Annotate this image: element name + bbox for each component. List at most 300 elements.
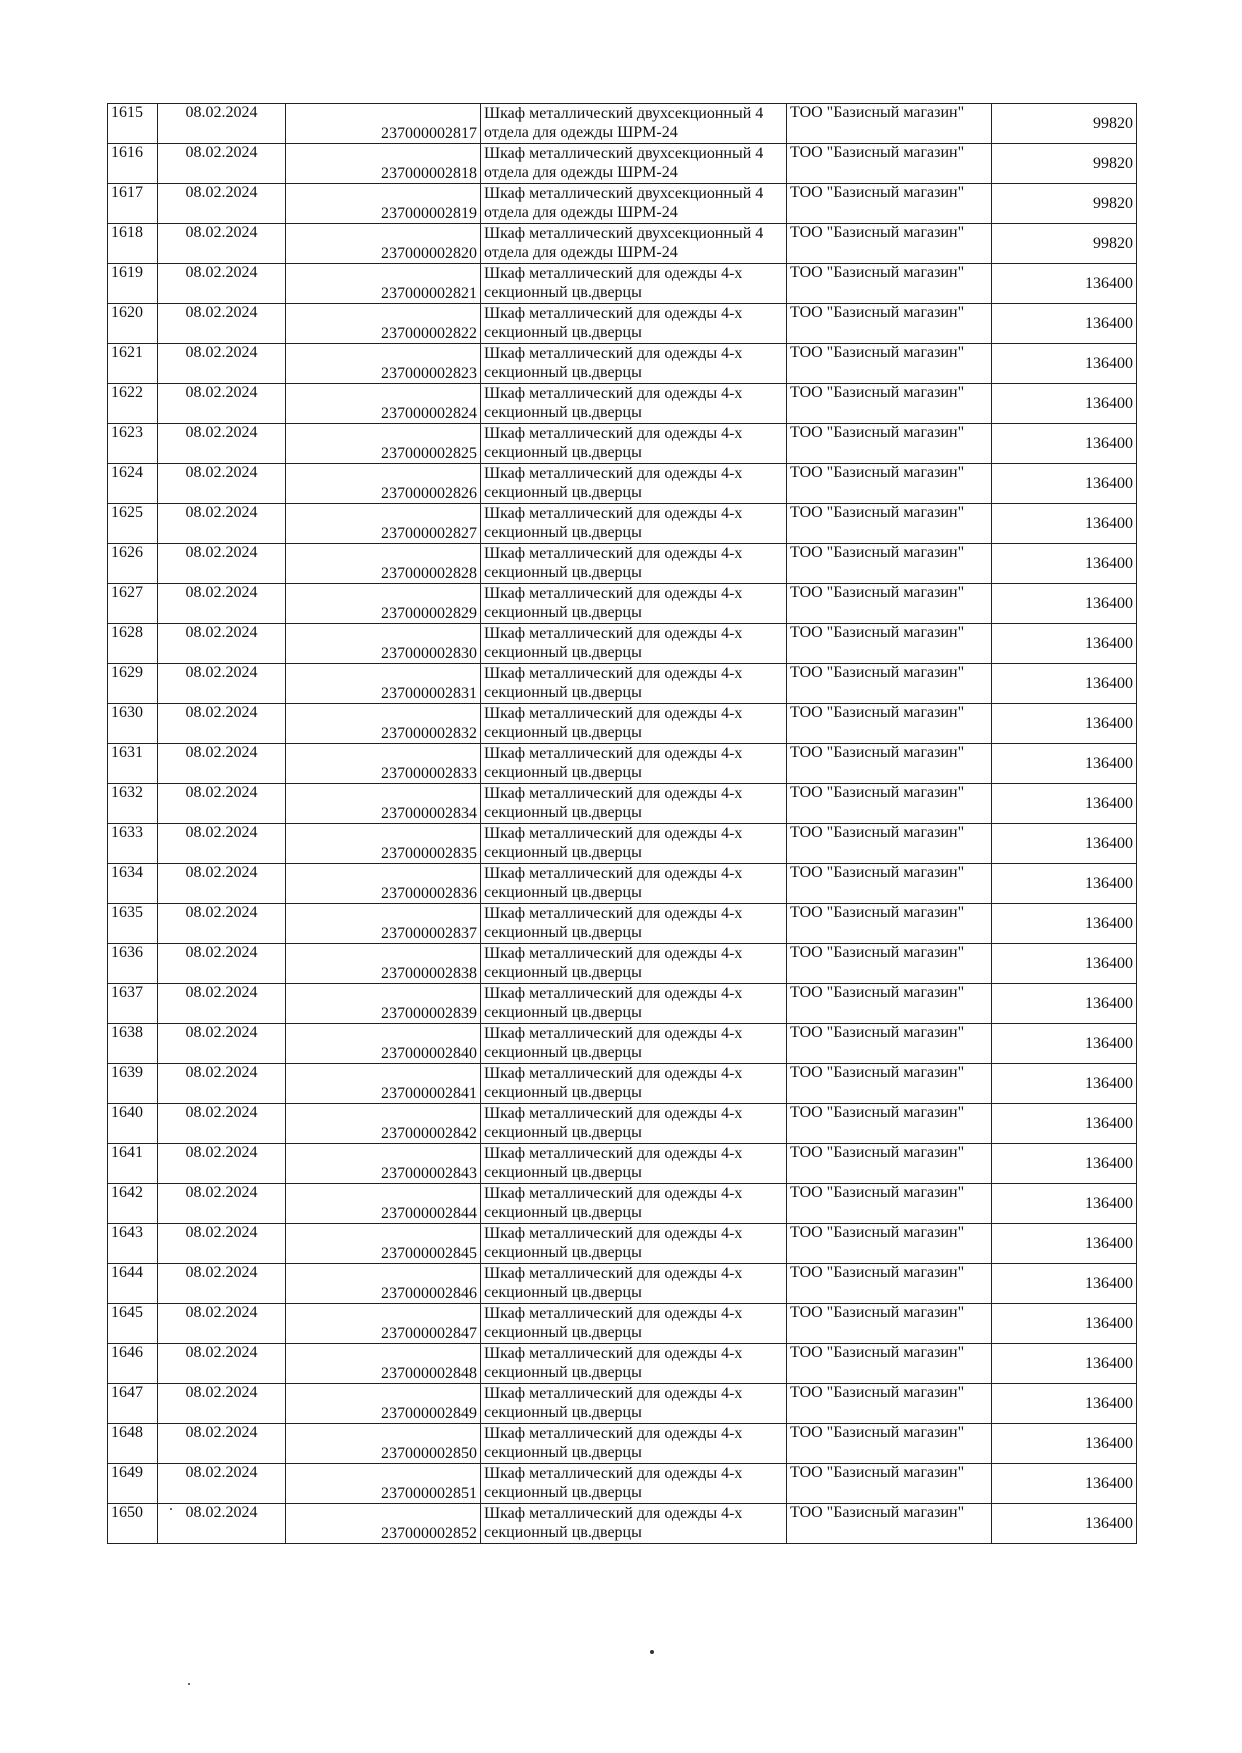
row-number: 1618 [108,224,158,264]
description-line-2: секционный цв.дверцы [484,684,642,701]
item-description [481,704,787,744]
item-description [481,344,787,384]
description-line-2: секционный цв.дверцы [484,484,642,501]
inventory-code: 237000002837 [286,904,481,944]
amount-cell: 136400 [992,1104,1137,1144]
amount-cell: 136400 [992,424,1137,464]
table-row [108,584,1137,624]
supplier-name: ТОО "Базисный магазин" [787,864,992,904]
table-row [108,904,1137,944]
inventory-code: 237000002820 [286,224,481,264]
date-cell: 08.02.2024 [158,784,286,824]
supplier-name: ТОО "Базисный магазин" [787,1264,992,1304]
description-line-1: Шкаф металлический для одежды 4-х [484,585,743,602]
amount-cell: 136400 [992,1064,1137,1104]
amount-cell: 136400 [992,264,1137,304]
description-line-1: Шкаф металлический для одежды 4-х [484,905,743,922]
amount-cell: 99820 [992,144,1137,184]
item-description [481,304,787,344]
supplier-name: ТОО "Базисный магазин" [787,1384,992,1424]
description-line-2: секционный цв.дверцы [484,1324,642,1341]
description-line-2: секционный цв.дверцы [484,1404,642,1421]
description-line-1: Шкаф металлический для одежды 4-х [484,305,743,322]
item-description [481,504,787,544]
item-description [481,1224,787,1264]
row-number: 1633 [108,824,158,864]
inventory-code: 237000002848 [286,1344,481,1384]
date-cell: 08.02.2024 [158,904,286,944]
supplier-name: ТОО "Базисный магазин" [787,424,992,464]
date-cell: 08.02.2024 [158,944,286,984]
inventory-code: 237000002840 [286,1024,481,1064]
table-row [108,1184,1137,1224]
row-number: 1642 [108,1184,158,1224]
table-row [108,1104,1137,1144]
supplier-name: ТОО "Базисный магазин" [787,1464,992,1504]
inventory-code: 237000002819 [286,184,481,224]
date-cell: 08.02.2024 [158,464,286,504]
date-cell: 08.02.2024 [158,1224,286,1264]
item-description [481,424,787,464]
description-line-1: Шкаф металлический для одежды 4-х [484,1345,743,1362]
item-description [481,1344,787,1384]
date-cell: 08.02.2024 [158,864,286,904]
description-line-2: отдела для одежды ШРМ-24 [484,124,678,141]
date-cell: 08.02.2024 [158,504,286,544]
inventory-code: 237000002843 [286,1144,481,1184]
item-description [481,144,787,184]
description-line-2: секционный цв.дверцы [484,1164,642,1181]
description-line-2: секционный цв.дверцы [484,724,642,741]
amount-cell: 136400 [992,304,1137,344]
row-number: 1616 [108,144,158,184]
item-description [481,264,787,304]
row-number: 1634 [108,864,158,904]
amount-cell: 136400 [992,864,1137,904]
row-number: 1636 [108,944,158,984]
row-number: 1617 [108,184,158,224]
inventory-code: 237000002850 [286,1424,481,1464]
supplier-name: ТОО "Базисный магазин" [787,344,992,384]
supplier-name: ТОО "Базисный магазин" [787,104,992,144]
supplier-name: ТОО "Базисный магазин" [787,1424,992,1464]
row-number: 1647 [108,1384,158,1424]
table-row [108,944,1137,984]
table-row [108,464,1137,504]
description-line-2: секционный цв.дверцы [484,1364,642,1381]
inventory-code: 237000002824 [286,384,481,424]
item-description [481,1304,787,1344]
inventory-code: 237000002838 [286,944,481,984]
description-line-2: отдела для одежды ШРМ-24 [484,204,678,221]
amount-cell: 136400 [992,1184,1137,1224]
amount-cell: 136400 [992,624,1137,664]
description-line-1: Шкаф металлический для одежды 4-х [484,945,743,962]
row-number: 1635 [108,904,158,944]
description-line-2: секционный цв.дверцы [484,964,642,981]
table-row [108,224,1137,264]
row-number: 1620 [108,304,158,344]
row-number: 1640 [108,1104,158,1144]
inventory-code: 237000002847 [286,1304,481,1344]
table-row [108,184,1137,224]
date-cell: 08.02.2024 [158,1424,286,1464]
supplier-name: ТОО "Базисный магазин" [787,1064,992,1104]
inventory-code: 237000002822 [286,304,481,344]
table-row [108,1344,1137,1384]
item-description [481,624,787,664]
date-cell: 08.02.2024 [158,304,286,344]
description-line-2: секционный цв.дверцы [484,1204,642,1221]
item-description [481,184,787,224]
amount-cell: 136400 [992,1424,1137,1464]
amount-cell: 136400 [992,944,1137,984]
description-line-2: секционный цв.дверцы [484,1004,642,1021]
item-description [481,1464,787,1504]
row-number: 1626 [108,544,158,584]
row-number: 1641 [108,1144,158,1184]
inventory-code: 237000002832 [286,704,481,744]
row-number: 1624 [108,464,158,504]
description-line-2: секционный цв.дверцы [484,284,642,301]
amount-cell: 136400 [992,784,1137,824]
amount-cell: 99820 [992,104,1137,144]
item-description [481,1384,787,1424]
table-row [108,544,1137,584]
row-number: 1645 [108,1304,158,1344]
description-line-2: секционный цв.дверцы [484,924,642,941]
description-line-2: секционный цв.дверцы [484,884,642,901]
row-number: 1643 [108,1224,158,1264]
date-cell: 08.02.2024 [158,744,286,784]
supplier-name: ТОО "Базисный магазин" [787,984,992,1024]
description-line-2: секционный цв.дверцы [484,524,642,541]
amount-cell: 136400 [992,824,1137,864]
supplier-name: ТОО "Базисный магазин" [787,1144,992,1184]
date-cell: 08.02.2024 [158,1264,286,1304]
supplier-name: ТОО "Базисный магазин" [787,304,992,344]
date-cell: 08.02.2024 [158,664,286,704]
amount-cell: 136400 [992,1144,1137,1184]
inventory-code: 237000002851 [286,1464,481,1504]
description-line-2: секционный цв.дверцы [484,324,642,341]
description-line-1: Шкаф металлический двухсекционный 4 [484,105,764,122]
date-cell: 08.02.2024 [158,144,286,184]
table-row [108,1264,1137,1304]
date-cell: 08.02.2024 [158,544,286,584]
inventory-code: 237000002846 [286,1264,481,1304]
description-line-1: Шкаф металлический для одежды 4-х [484,1105,743,1122]
item-description [481,384,787,424]
description-line-1: Шкаф металлический для одежды 4-х [484,665,743,682]
description-line-1: Шкаф металлический для одежды 4-х [484,1185,743,1202]
supplier-name: ТОО "Базисный магазин" [787,264,992,304]
description-line-1: Шкаф металлический для одежды 4-х [484,865,743,882]
description-line-1: Шкаф металлический двухсекционный 4 [484,145,764,162]
supplier-name: ТОО "Базисный магазин" [787,544,992,584]
inventory-code: 237000002829 [286,584,481,624]
description-line-2: секционный цв.дверцы [484,1524,642,1541]
supplier-name: ТОО "Базисный магазин" [787,384,992,424]
supplier-name: ТОО "Базисный магазин" [787,184,992,224]
description-line-2: секционный цв.дверцы [484,1444,642,1461]
inventory-code: 237000002826 [286,464,481,504]
description-line-1: Шкаф металлический для одежды 4-х [484,505,743,522]
amount-cell: 99820 [992,184,1137,224]
description-line-1: Шкаф металлический для одежды 4-х [484,1505,743,1522]
date-cell: 08.02.2024 [158,1144,286,1184]
description-line-1: Шкаф металлический для одежды 4-х [484,985,743,1002]
inventory-table-body [108,104,1137,1544]
description-line-1: Шкаф металлический для одежды 4-х [484,425,743,442]
date-cell: 08.02.2024 [158,624,286,664]
table-row [108,704,1137,744]
item-description [481,944,787,984]
description-line-1: Шкаф металлический для одежды 4-х [484,545,743,562]
date-cell: 08.02.2024 [158,1184,286,1224]
description-line-1: Шкаф металлический для одежды 4-х [484,1225,743,1242]
description-line-1: Шкаф металлический для одежды 4-х [484,1145,743,1162]
amount-cell: 136400 [992,1264,1137,1304]
row-number: 1625 [108,504,158,544]
supplier-name: ТОО "Базисный магазин" [787,704,992,744]
description-line-1: Шкаф металлический для одежды 4-х [484,705,743,722]
amount-cell: 136400 [992,1224,1137,1264]
date-cell: 08.02.2024 [158,1104,286,1144]
description-line-1: Шкаф металлический для одежды 4-х [484,785,743,802]
row-number: 1615 [108,104,158,144]
description-line-2: секционный цв.дверцы [484,604,642,621]
amount-cell: 136400 [992,1024,1137,1064]
table-row [108,744,1137,784]
description-line-2: секционный цв.дверцы [484,804,642,821]
date-cell: 08.02.2024 [158,1384,286,1424]
row-number: 1630 [108,704,158,744]
description-line-1: Шкаф металлический для одежды 4-х [484,1025,743,1042]
date-cell: 08.02.2024 [158,424,286,464]
date-cell: 08.02.2024 [158,384,286,424]
supplier-name: ТОО "Базисный магазин" [787,784,992,824]
inventory-code: 237000002818 [286,144,481,184]
item-description [481,824,787,864]
table-row [108,104,1137,144]
description-line-1: Шкаф металлический двухсекционный 4 [484,225,764,242]
item-description [481,1104,787,1144]
description-line-1: Шкаф металлический для одежды 4-х [484,465,743,482]
table-row [108,784,1137,824]
item-description [481,1184,787,1224]
amount-cell: 136400 [992,1304,1137,1344]
item-description [481,224,787,264]
inventory-code: 237000002844 [286,1184,481,1224]
row-number: 1627 [108,584,158,624]
item-description [481,784,787,824]
supplier-name: ТОО "Базисный магазин" [787,1224,992,1264]
supplier-name: ТОО "Базисный магазин" [787,464,992,504]
supplier-name: ТОО "Базисный магазин" [787,504,992,544]
item-description [481,1064,787,1104]
inventory-code: 237000002825 [286,424,481,464]
supplier-name: ТОО "Базисный магазин" [787,904,992,944]
amount-cell: 99820 [992,224,1137,264]
amount-cell: 136400 [992,664,1137,704]
description-line-1: Шкаф металлический для одежды 4-х [484,1065,743,1082]
date-cell: 08.02.2024 [158,104,286,144]
supplier-name: ТОО "Базисный магазин" [787,584,992,624]
row-number: 1621 [108,344,158,384]
row-number: 1632 [108,784,158,824]
date-cell: 08.02.2024 [158,184,286,224]
inventory-code: 237000002841 [286,1064,481,1104]
supplier-name: ТОО "Базисный магазин" [787,1304,992,1344]
item-description [481,464,787,504]
row-number: 1649 [108,1464,158,1504]
date-cell: 08.02.2024 [158,344,286,384]
item-description [481,904,787,944]
table-row [108,264,1137,304]
inventory-code: 237000002836 [286,864,481,904]
inventory-code: 237000002827 [286,504,481,544]
description-line-1: Шкаф металлический двухсекционный 4 [484,185,764,202]
inventory-code: 237000002833 [286,744,481,784]
table-row [108,824,1137,864]
inventory-table [107,103,1137,1544]
date-cell: 08.02.2024 [158,264,286,304]
date-cell: 08.02.2024 [158,984,286,1024]
item-description [481,1144,787,1184]
table-row [108,1024,1137,1064]
supplier-name: ТОО "Базисный магазин" [787,1504,992,1544]
date-cell: 08.02.2024 [158,1064,286,1104]
inventory-code: 237000002834 [286,784,481,824]
date-cell: 08.02.2024 [158,1024,286,1064]
inventory-code: 237000002835 [286,824,481,864]
item-description [481,744,787,784]
row-number: 1648 [108,1424,158,1464]
supplier-name: ТОО "Базисный магазин" [787,1104,992,1144]
description-line-1: Шкаф металлический для одежды 4-х [484,1385,743,1402]
date-cell: 08.02.2024 [158,1504,286,1544]
scan-speck [188,1683,190,1685]
description-line-1: Шкаф металлический для одежды 4-х [484,745,743,762]
description-line-1: Шкаф металлический для одежды 4-х [484,345,743,362]
inventory-code: 237000002830 [286,624,481,664]
item-description [481,1264,787,1304]
supplier-name: ТОО "Базисный магазин" [787,944,992,984]
row-number: 1638 [108,1024,158,1064]
amount-cell: 136400 [992,464,1137,504]
row-number: 1629 [108,664,158,704]
date-cell: 08.02.2024 [158,1464,286,1504]
item-description [481,104,787,144]
row-number: 1639 [108,1064,158,1104]
description-line-1: Шкаф металлический для одежды 4-х [484,825,743,842]
description-line-2: секционный цв.дверцы [484,1244,642,1261]
inventory-code: 237000002828 [286,544,481,584]
amount-cell: 136400 [992,344,1137,384]
row-number: 1644 [108,1264,158,1304]
item-description [481,864,787,904]
row-number: 1619 [108,264,158,304]
amount-cell: 136400 [992,984,1137,1024]
inventory-code: 237000002852 [286,1504,481,1544]
table-row [108,384,1137,424]
row-number: 1650 [108,1504,158,1544]
inventory-code: 237000002842 [286,1104,481,1144]
description-line-1: Шкаф металлический для одежды 4-х [484,625,743,642]
inventory-code: 237000002839 [286,984,481,1024]
amount-cell: 136400 [992,1344,1137,1384]
supplier-name: ТОО "Базисный магазин" [787,1184,992,1224]
row-number: 1646 [108,1344,158,1384]
description-line-2: секционный цв.дверцы [484,764,642,781]
table-row [108,1424,1137,1464]
description-line-2: секционный цв.дверцы [484,1124,642,1141]
row-number: 1623 [108,424,158,464]
inventory-code: 237000002831 [286,664,481,704]
inventory-code: 237000002821 [286,264,481,304]
inventory-code: 237000002823 [286,344,481,384]
date-cell: 08.02.2024 [158,1304,286,1344]
description-line-1: Шкаф металлический для одежды 4-х [484,1265,743,1282]
item-description [481,544,787,584]
amount-cell: 136400 [992,584,1137,624]
table-row [108,864,1137,904]
date-cell: 08.02.2024 [158,1344,286,1384]
description-line-2: секционный цв.дверцы [484,1284,642,1301]
inventory-code: 237000002845 [286,1224,481,1264]
description-line-2: отдела для одежды ШРМ-24 [484,244,678,261]
amount-cell: 136400 [992,384,1137,424]
supplier-name: ТОО "Базисный магазин" [787,144,992,184]
supplier-name: ТОО "Базисный магазин" [787,744,992,784]
supplier-name: ТОО "Базисный магазин" [787,224,992,264]
date-cell: 08.02.2024 [158,224,286,264]
amount-cell: 136400 [992,704,1137,744]
item-description [481,1024,787,1064]
description-line-2: секционный цв.дверцы [484,1084,642,1101]
table-row [108,984,1137,1024]
table-row [108,1064,1137,1104]
description-line-2: секционный цв.дверцы [484,1484,642,1501]
amount-cell: 136400 [992,544,1137,584]
row-number: 1622 [108,384,158,424]
supplier-name: ТОО "Базисный магазин" [787,1344,992,1384]
description-line-2: отдела для одежды ШРМ-24 [484,164,678,181]
amount-cell: 136400 [992,1464,1137,1504]
scan-speck [170,1508,172,1510]
amount-cell: 136400 [992,744,1137,784]
description-line-2: секционный цв.дверцы [484,1044,642,1061]
description-line-2: секционный цв.дверцы [484,644,642,661]
table-row [108,1504,1137,1544]
inventory-code: 237000002817 [286,104,481,144]
description-line-2: секционный цв.дверцы [484,444,642,461]
table-row [108,1144,1137,1184]
row-number: 1628 [108,624,158,664]
table-row [108,304,1137,344]
description-line-2: секционный цв.дверцы [484,564,642,581]
date-cell: 08.02.2024 [158,584,286,624]
item-description [481,664,787,704]
description-line-1: Шкаф металлический для одежды 4-х [484,385,743,402]
description-line-2: секционный цв.дверцы [484,404,642,421]
supplier-name: ТОО "Базисный магазин" [787,1024,992,1064]
description-line-1: Шкаф металлический для одежды 4-х [484,1425,743,1442]
amount-cell: 136400 [992,904,1137,944]
row-number: 1637 [108,984,158,1024]
table-row [108,144,1137,184]
